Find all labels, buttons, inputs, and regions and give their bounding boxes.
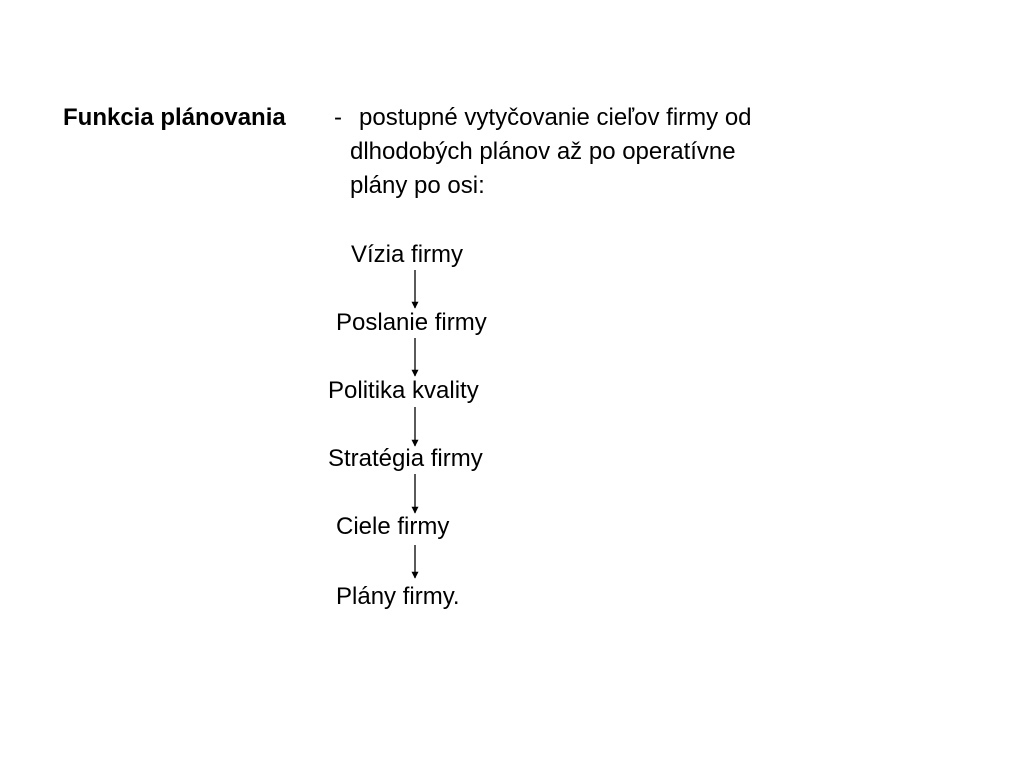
axis-step-vision: Vízia firmy (351, 241, 464, 268)
axis-step-plans: Plány firmy. (336, 583, 460, 610)
definition-line-2: dlhodobých plánov až po operatívne (350, 138, 736, 165)
definition-term: Funkcia plánovania (63, 104, 286, 131)
definition-line-1: postupné vytyčovanie cieľov firmy od (359, 104, 752, 131)
axis-step-mission: Poslanie firmy (336, 309, 487, 336)
axis-step-strategy: Stratégia firmy (328, 445, 483, 472)
definition-separator: - (334, 104, 342, 131)
axis-step-goals: Ciele firmy (336, 513, 450, 540)
definition-line-3: plány po osi: (350, 172, 485, 199)
axis-step-quality-policy: Politika kvality (328, 377, 479, 404)
